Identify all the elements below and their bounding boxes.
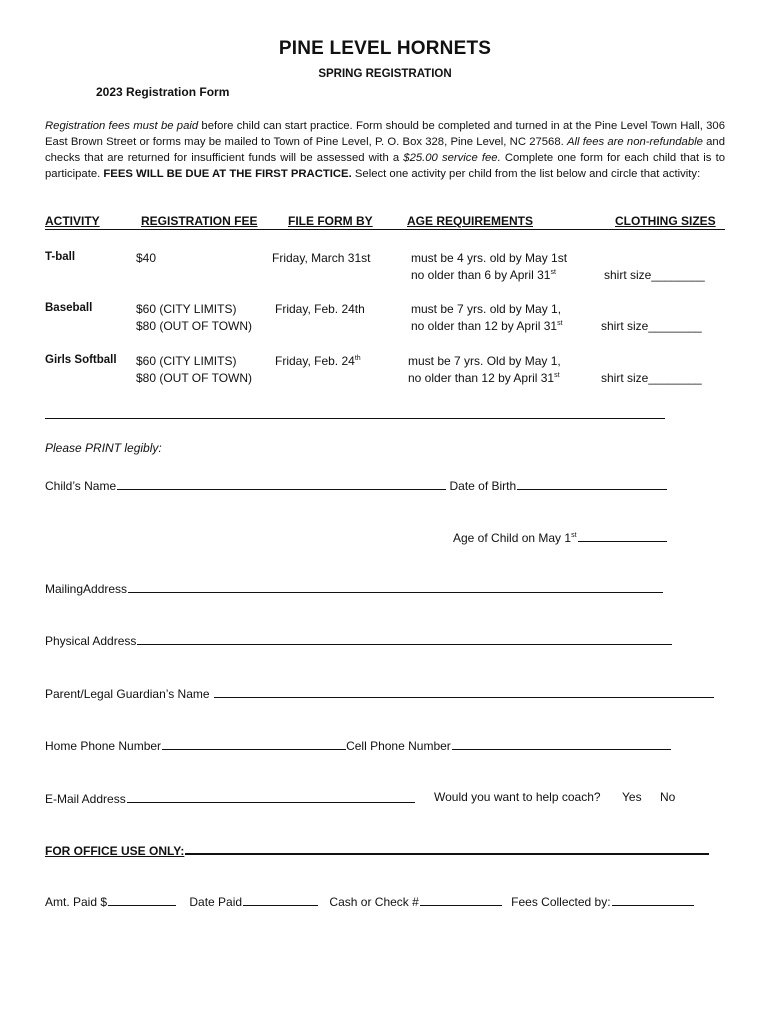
date-paid-label: Date Paid bbox=[189, 895, 243, 909]
age-line2: no older than 12 by April 31st bbox=[408, 371, 560, 385]
mailing-label: MailingAddress bbox=[45, 582, 128, 596]
intro-text-d: Select one activity per child from the list below and circle that activity: bbox=[351, 168, 701, 180]
intro-text-c: Complete one form for each child that is to participate. bbox=[45, 152, 725, 180]
coach-no-option[interactable]: No bbox=[660, 790, 676, 804]
file-by-date: Friday, Feb. 24th bbox=[275, 354, 361, 368]
fee-line2: $80 (OUT OF TOWN) bbox=[136, 319, 253, 333]
office-use-line bbox=[185, 841, 709, 855]
email-row bbox=[45, 790, 415, 806]
intro-fees-due: FEES WILL BE DUE AT THE FIRST PRACTICE. bbox=[103, 168, 352, 180]
coach-yes-option[interactable]: Yes bbox=[622, 790, 642, 804]
print-note: Please PRINT legibly: bbox=[45, 441, 162, 455]
intro-text-b: and checks that are returned for insufficient funds will be assessed with a bbox=[45, 136, 725, 164]
office-row bbox=[45, 841, 709, 858]
amt-paid-field[interactable] bbox=[108, 893, 176, 906]
mailing-address-field[interactable] bbox=[128, 580, 663, 593]
age-line1: must be 4 yrs. old by May 1st bbox=[411, 251, 568, 265]
child-name-row bbox=[45, 477, 667, 493]
home-phone-field[interactable] bbox=[162, 737, 346, 750]
office-use-title: FOR OFFICE USE ONLY: bbox=[45, 844, 185, 858]
age-line2: no older than 12 by April 31st bbox=[411, 319, 563, 333]
form-name: 2023 Registration Form bbox=[96, 85, 230, 99]
collected-by-label: Fees Collected by: bbox=[511, 895, 611, 909]
intro-fee-note: Registration fees must be paid bbox=[45, 120, 199, 132]
cash-check-label: Cash or Check # bbox=[329, 895, 419, 909]
child-name-label: Child’s Name bbox=[45, 479, 117, 493]
age-line1: must be 7 yrs. old by May 1, bbox=[411, 302, 562, 316]
physical-row bbox=[45, 632, 672, 648]
header-age-requirements: AGE REQUIREMENTS bbox=[407, 214, 534, 228]
file-by-date: Friday, March 31st bbox=[272, 251, 371, 265]
dob-field[interactable] bbox=[517, 477, 667, 490]
shirt-size-field[interactable]: shirt size________ bbox=[601, 371, 702, 385]
physical-address-field[interactable] bbox=[137, 632, 672, 645]
shirt-size-field[interactable]: shirt size________ bbox=[601, 319, 702, 333]
shirt-size-field[interactable]: shirt size________ bbox=[604, 268, 705, 282]
page-subtitle: SPRING REGISTRATION bbox=[318, 68, 452, 80]
intro-text-a: before child can start practice. Form should be completed and turned in at the Pine Level Town Hall, 306 East Brown Street or forms may be mailed to Town of Pine Level, P. O. Box 328, Pine Level, NC 27568. bbox=[45, 120, 725, 148]
fee-line1: $60 (CITY LIMITS) bbox=[136, 302, 237, 316]
age-label: Age of Child on May 1 bbox=[453, 531, 572, 545]
fee-line2: $80 (OUT OF TOWN) bbox=[136, 371, 253, 385]
coach-question: Would you want to help coach? bbox=[434, 790, 601, 804]
intro-paragraph bbox=[45, 118, 725, 182]
amt-paid-label: Amt. Paid $ bbox=[45, 895, 108, 909]
cell-phone-label: Cell Phone Number bbox=[346, 739, 451, 753]
guardian-row bbox=[45, 685, 714, 701]
email-label: E-Mail Address bbox=[45, 792, 126, 806]
activity-baseball[interactable]: Baseball bbox=[45, 302, 93, 314]
fee-line1: $40 bbox=[136, 251, 157, 265]
age-field[interactable] bbox=[578, 529, 667, 542]
header-activity: ACTIVITY bbox=[45, 214, 100, 228]
header-clothing-sizes: CLOTHING SIZES bbox=[615, 214, 716, 228]
collected-by-field[interactable] bbox=[612, 893, 694, 906]
intro-service-fee: $25.00 service fee. bbox=[403, 152, 501, 164]
physical-label: Physical Address bbox=[45, 634, 137, 648]
home-phone-label: Home Phone Number bbox=[45, 739, 162, 753]
email-field[interactable] bbox=[127, 790, 415, 803]
cell-phone-field[interactable] bbox=[452, 737, 671, 750]
office-fields-row bbox=[45, 893, 694, 909]
guardian-label: Parent/Legal Guardian’s Name bbox=[45, 687, 210, 701]
age-row: Age of Child on May 1st bbox=[453, 529, 667, 545]
phone-row bbox=[45, 737, 671, 753]
dob-label: Date of Birth bbox=[449, 479, 517, 493]
intro-nonrefundable: All fees are non-refundable bbox=[567, 136, 703, 148]
age-line2: no older than 6 by April 31st bbox=[411, 268, 556, 282]
child-name-field[interactable] bbox=[117, 477, 446, 490]
age-line1: must be 7 yrs. Old by May 1, bbox=[408, 354, 561, 368]
cash-check-field[interactable] bbox=[420, 893, 502, 906]
header-file-form-by: FILE FORM BY bbox=[288, 214, 373, 228]
file-by-date: Friday, Feb. 24th bbox=[275, 302, 365, 316]
activity-tball[interactable]: T-ball bbox=[45, 251, 76, 263]
page-title: PINE LEVEL HORNETS bbox=[278, 38, 492, 59]
mailing-row bbox=[45, 580, 663, 596]
section-divider bbox=[45, 418, 665, 419]
date-paid-field[interactable] bbox=[243, 893, 318, 906]
header-underline bbox=[45, 229, 725, 230]
activity-girls-softball[interactable]: Girls Softball bbox=[45, 354, 117, 366]
guardian-name-field[interactable] bbox=[214, 685, 714, 698]
fee-line1: $60 (CITY LIMITS) bbox=[136, 354, 237, 368]
header-registration-fee: REGISTRATION FEE bbox=[141, 214, 258, 228]
